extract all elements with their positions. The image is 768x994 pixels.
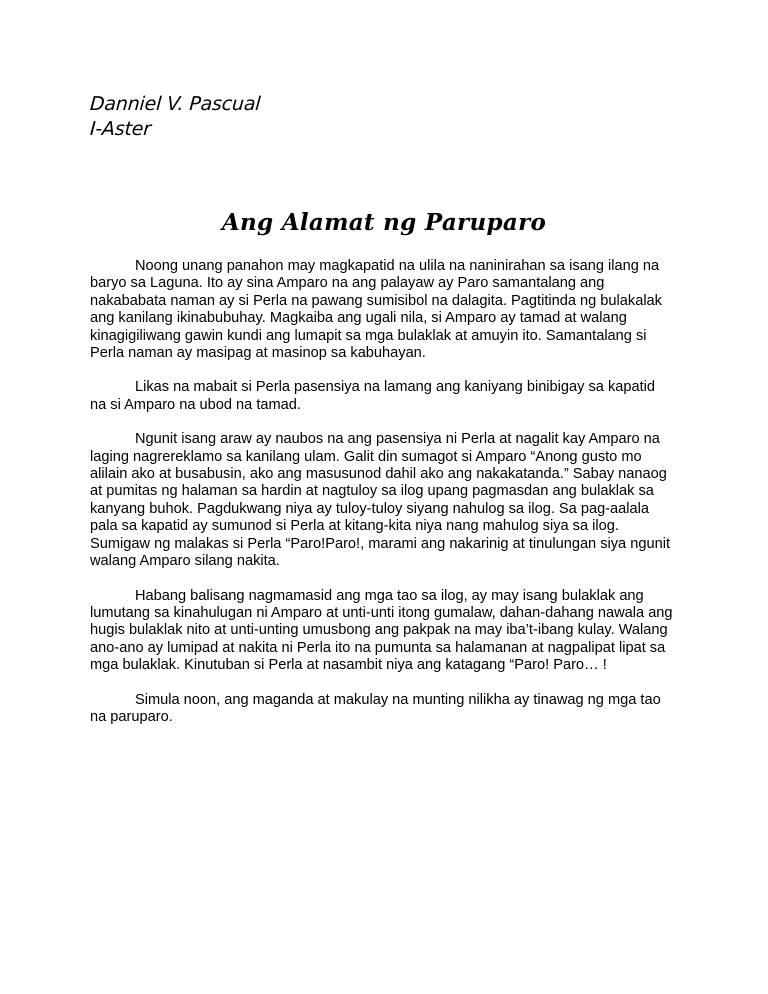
paragraph-5: Simula noon, ang maganda at makulay na munting nilikha ay tinawag ng mga tao na paruparo. xyxy=(90,691,661,725)
author-block xyxy=(90,92,260,142)
paragraph-4: Habang balisang nagmamasid ang mga tao sa ilog, ay may isang bulaklak ang lumutang sa kinahulugan ni Amparo at unti-unti itong gumalaw, dahan-dahang nawala ang hugis bulaklak nito at unti-unting umusbong ang pakpak na may iba’t-ibang kulay. Walang ano-ano ay lumipad at nakita ni Perla ito na pumunta sa halamanan at nagpalipat lipat sa mga bulaklak. Kinutuban si Perla at nasambit niya ang katagang “Paro! Paro… ! xyxy=(90,587,673,674)
story-body xyxy=(90,258,674,743)
author-section: I-Aster xyxy=(89,118,152,140)
author-name: Danniel V. Pascual xyxy=(89,93,262,115)
paragraph-2: Likas na mabait si Perla pasensiya na lamang ang kaniyang binibigay sa kapatid na si Amparo na ubod na tamad. xyxy=(90,379,656,413)
paragraph-3: Ngunit isang araw ay naubos na ang pasensiya ni Perla at nagalit kay Amparo na laging nagrereklamo sa kanilang ulam. Galit din sumagot si Amparo “Anong gusto mo alilain ako at busabusin, ako ang masusunod dahil ako ang nakakatanda.” Sabay nanaog at pumitas ng halaman sa hardin at nagtuloy sa ilog upang pagmasdan ang bulaklak sa kanyang buhok. Pagdukwang niya ay tuloy-tuloy siyang nahulog sa ilog. Sa pag-aalala pala sa kapatid ay sumunod si Perla at kitang-kita niya nang mahulog siya sa ilog. Sumigaw ng malakas si Perla “Paro!Paro!, marami ang nakarinig at tinulungan siya ngunit walang Amparo silang nakita. xyxy=(90,431,670,570)
paragraph-1: Noong unang panahon may magkapatid na ulila na naninirahan sa isang ilang na baryo sa Laguna. Ito ay sina Amparo na ang palayaw ay Paro samantalang ang nakababata naman ay si Perla na pawang sumisibol na dalagita. Pagtitinda ng bulakalak ang kanilang ikinabubuhay. Magkaiba ang ugali nila, si Amparo ay tamad at walang kinagigiliwang gawin kundi ang lumapit sa mga bulaklak at amuyin ito. Samantalang si Perla naman ay masipag at masinop sa kabuhayan. xyxy=(90,258,662,362)
document-title: Ang Alamat ng Paruparo xyxy=(221,209,547,236)
